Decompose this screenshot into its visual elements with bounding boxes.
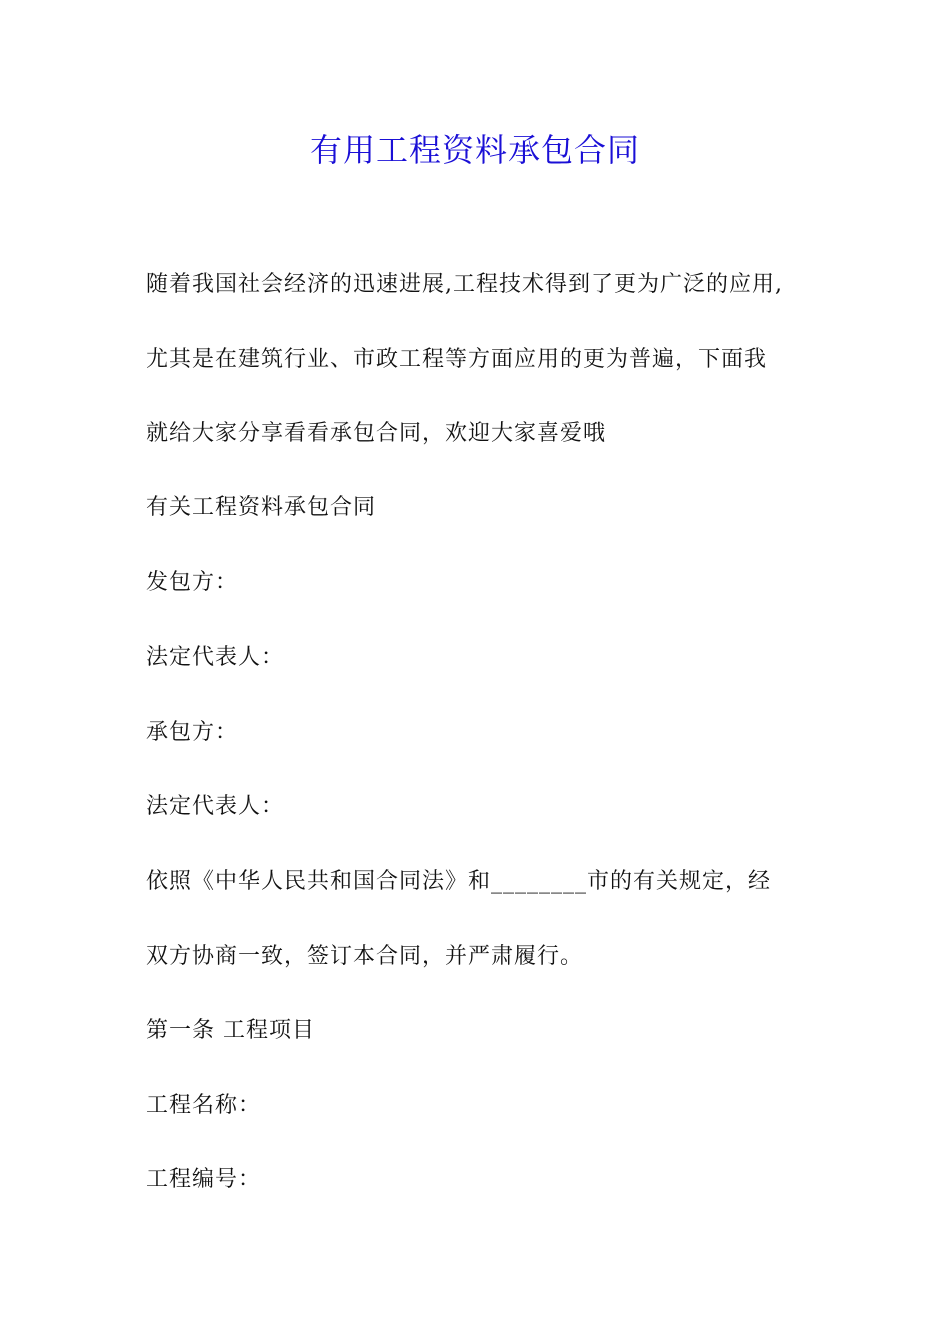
intro-line-1: 随着我国社会经济的迅速进展,工程技术得到了更为广泛的应用, — [146, 272, 783, 297]
employer-label: 发包方： — [146, 570, 239, 595]
project-number-label: 工程编号： — [146, 1167, 262, 1192]
legal-basis-line-1: 依照《中华人民共和国合同法》和________市的有关规定，经 — [146, 869, 772, 894]
document-title: 有用工程资料承包合同 — [309, 131, 640, 169]
contractor-representative-label: 法定代表人： — [146, 794, 285, 819]
intro-line-2: 尤其是在建筑行业、市政工程等方面应用的更为普遍，下面我 — [146, 347, 768, 372]
intro-line-3: 就给大家分享看看承包合同，欢迎大家喜爱哦 — [146, 421, 607, 446]
contractor-label: 承包方： — [146, 720, 239, 745]
article-one-heading: 第一条 工程项目 — [146, 1018, 315, 1043]
employer-representative-label: 法定代表人： — [146, 645, 285, 670]
project-name-label: 工程名称： — [146, 1093, 262, 1118]
legal-basis-line-2: 双方协商一致，签订本合同，并严肃履行。 — [146, 944, 584, 969]
contract-subtitle: 有关工程资料承包合同 — [146, 495, 377, 520]
